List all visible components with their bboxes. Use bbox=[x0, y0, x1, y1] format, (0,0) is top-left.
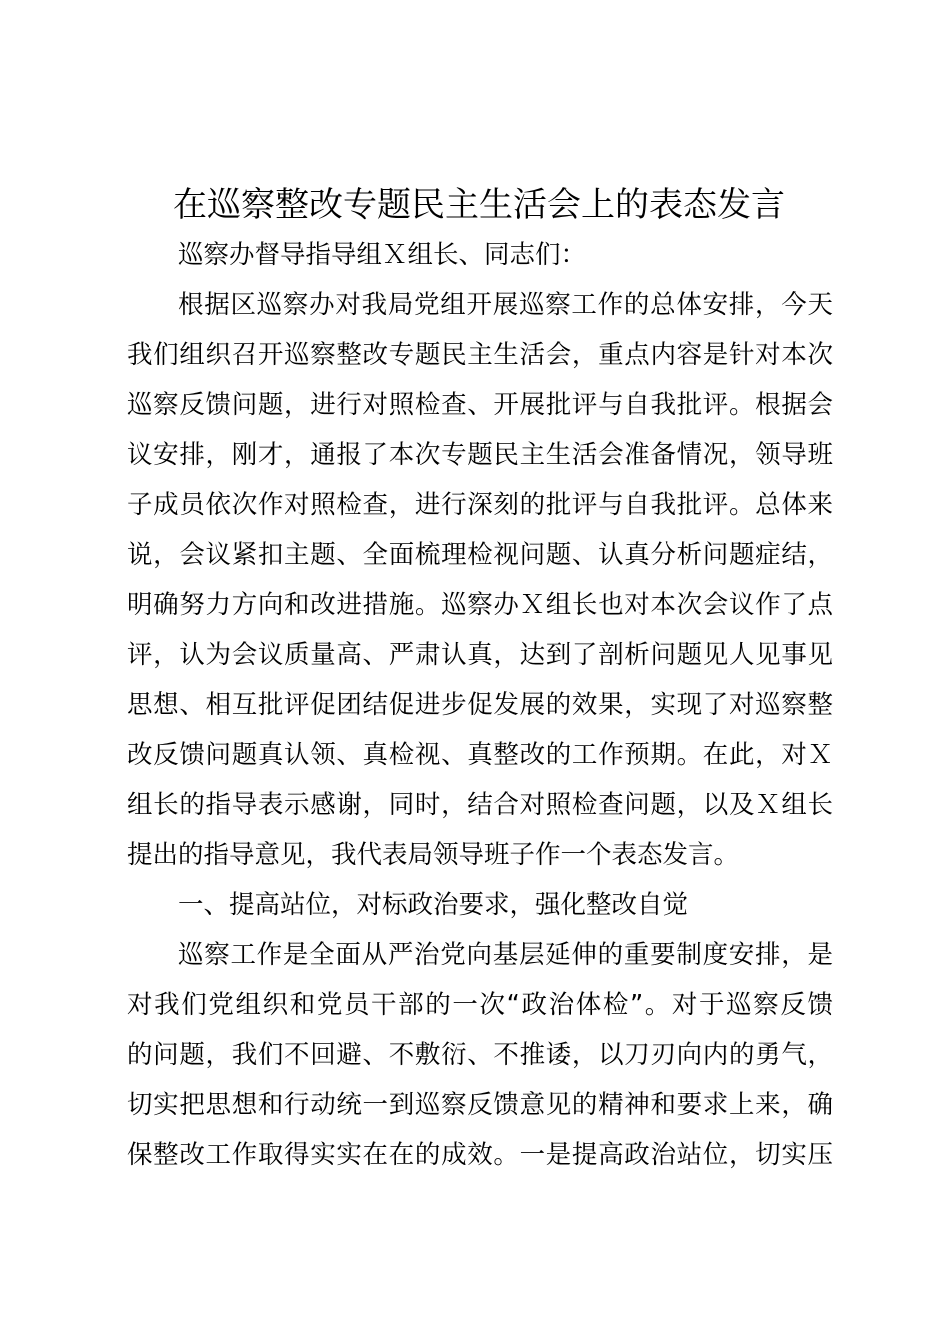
paragraph-line: 保整改工作取得实实在在的成效。一是提高政治站位，切实压 bbox=[127, 1140, 833, 1170]
paragraph-line: 评，认为会议质量高、严肃认真，达到了剖析问题见人见事见 bbox=[127, 640, 833, 670]
paragraph-line: 的问题，我们不回避、不敷衍、不推诿，以刀刃向内的勇气， bbox=[127, 1040, 833, 1070]
paragraph-line: 我们组织召开巡察整改专题民主生活会，重点内容是针对本次 bbox=[127, 340, 833, 370]
section-heading: 一、提高站位，对标政治要求，强化整改自觉 bbox=[178, 890, 689, 920]
document-body bbox=[127, 230, 833, 1180]
paragraph-line: 提出的指导意见，我代表局领导班子作一个表态发言。 bbox=[127, 840, 740, 870]
paragraph-line: 巡察反馈问题，进行对照检查、开展批评与自我批评。根据会 bbox=[127, 390, 833, 420]
paragraph-line: 议安排，刚才，通报了本次专题民主生活会准备情况，领导班 bbox=[127, 440, 833, 470]
paragraph-line: 组长的指导表示感谢，同时，结合对照检查问题，以及Ｘ组长 bbox=[127, 790, 833, 820]
paragraph-line: 对我们党组织和党员干部的一次“政治体检”。对于巡察反馈 bbox=[127, 990, 833, 1020]
paragraph-line: 思想、相互批评促团结促进步促发展的效果，实现了对巡察整 bbox=[127, 690, 833, 720]
document-title: 在巡察整改专题民主生活会上的表态发言 bbox=[173, 185, 785, 225]
paragraph-line: 说，会议紧扣主题、全面梳理检视问题、认真分析问题症结， bbox=[127, 540, 833, 570]
paragraph-line: 根据区巡察办对我局党组开展巡察工作的总体安排，今天 bbox=[178, 290, 833, 320]
paragraph-line: 改反馈问题真认领、真检视、真整改的工作预期。在此，对Ｘ bbox=[127, 740, 833, 770]
paragraph-line: 巡察工作是全面从严治党向基层延伸的重要制度安排，是 bbox=[178, 940, 833, 970]
paragraph-line: 子成员依次作对照检查，进行深刻的批评与自我批评。总体来 bbox=[127, 490, 833, 520]
paragraph-line: 明确努力方向和改进措施。巡察办Ｘ组长也对本次会议作了点 bbox=[127, 590, 833, 620]
salutation-line: 巡察办督导指导组Ｘ组长、同志们： bbox=[178, 240, 587, 270]
paragraph-line: 切实把思想和行动统一到巡察反馈意见的精神和要求上来，确 bbox=[127, 1090, 833, 1120]
